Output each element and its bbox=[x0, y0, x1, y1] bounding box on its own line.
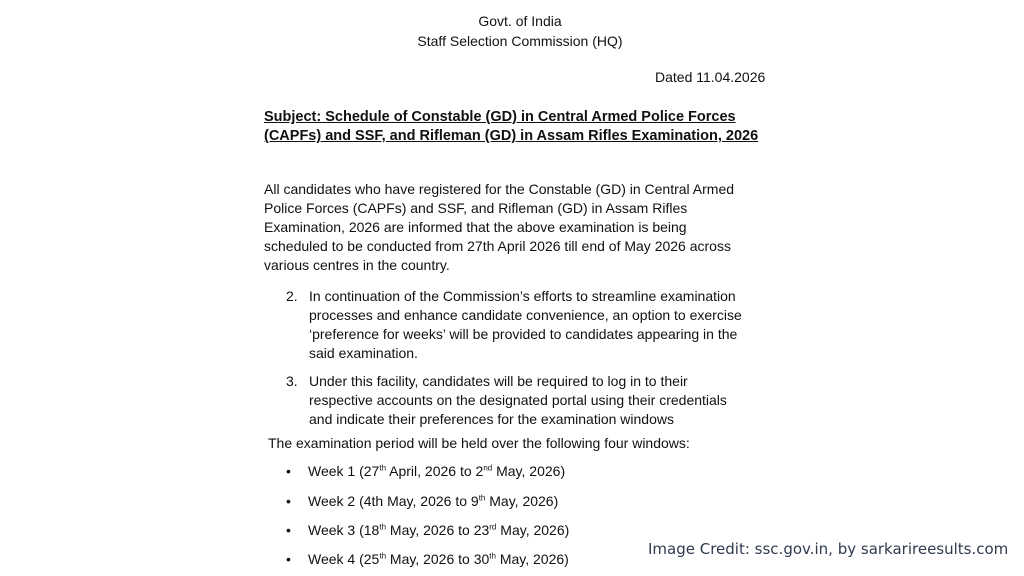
bullet-icon: • bbox=[286, 551, 291, 567]
image-credit: Image Credit: ssc.gov.in, by sarkarireesults.com bbox=[648, 540, 1009, 558]
paragraph-line: respective accounts on the designated portal using their credentials bbox=[309, 392, 727, 408]
point-3-text bbox=[309, 372, 727, 429]
windows-intro: The examination period will be held over the following four windows: bbox=[268, 435, 690, 451]
ordinal-suffix: th bbox=[379, 463, 387, 473]
point-2-text bbox=[309, 287, 742, 363]
paragraph-line: All candidates who have registered for the Constable (GD) in Central Armed bbox=[264, 181, 735, 197]
paragraph-line: various centres in the country. bbox=[264, 257, 450, 273]
week-4-item bbox=[286, 551, 569, 567]
ordinal-suffix: rd bbox=[489, 522, 497, 532]
week-text: May, 2026) bbox=[492, 463, 566, 479]
point-3-number: 3. bbox=[286, 373, 298, 389]
week-text: May, 2026) bbox=[495, 551, 569, 567]
ordinal-suffix: nd bbox=[483, 463, 493, 473]
week-text: May, 2026) bbox=[485, 493, 559, 509]
paragraph-line: Examination, 2026 are informed that the above examination is being bbox=[264, 219, 687, 235]
week-text: May, 2026 to 30 bbox=[386, 551, 490, 567]
subject-line: (CAPFs) and SSF, and Rifleman (GD) in Assam Rifles Examination, 2026 bbox=[264, 128, 759, 144]
paragraph-line: In continuation of the Commission’s efforts to streamline examination bbox=[309, 288, 736, 304]
bullet-icon: • bbox=[286, 463, 291, 479]
week-text: Week 4 (25 bbox=[308, 551, 380, 567]
paragraph-line: processes and enhance candidate convenience, an option to exercise bbox=[309, 307, 742, 323]
week-text: Week 2 (4th May, 2026 to 9 bbox=[308, 493, 479, 509]
paragraph-line: ‘preference for weeks’ will be provided to candidates appearing in the bbox=[309, 326, 738, 342]
paragraph-line: and indicate their preferences for the examination windows bbox=[309, 411, 674, 427]
bullet-icon: • bbox=[286, 522, 291, 538]
header-govt-line: Govt. of India bbox=[478, 13, 562, 29]
paragraph-line: scheduled to be conducted from 27th April 2026 till end of May 2026 across bbox=[264, 238, 731, 254]
ordinal-suffix: th bbox=[379, 522, 387, 532]
week-text: May, 2026) bbox=[496, 522, 570, 538]
dated-line: Dated 11.04.2026 bbox=[655, 69, 766, 85]
ordinal-suffix: th bbox=[478, 493, 486, 503]
week-text: Week 1 (27 bbox=[308, 463, 380, 479]
point-2-number: 2. bbox=[286, 288, 298, 304]
paragraph-line: Police Forces (CAPFs) and SSF, and Rifleman (GD) in Assam Rifles bbox=[264, 200, 688, 216]
paragraph-registered-candidates bbox=[264, 180, 734, 275]
bullet-icon: • bbox=[286, 493, 291, 509]
ordinal-suffix: th bbox=[379, 551, 387, 561]
paragraph-line: said examination. bbox=[309, 345, 418, 361]
subject-heading bbox=[264, 108, 758, 146]
ordinal-suffix: th bbox=[489, 551, 496, 561]
week-2-item bbox=[286, 493, 558, 509]
week-1-item bbox=[286, 463, 565, 479]
week-text: Week 3 (18 bbox=[308, 522, 380, 538]
week-3-item bbox=[286, 522, 569, 538]
paragraph-line: Under this facility, candidates will be required to log in to their bbox=[309, 373, 688, 389]
subject-line: Subject: Schedule of Constable (GD) in Central Armed Police Forces bbox=[264, 109, 736, 125]
week-text: April, 2026 to 2 bbox=[386, 463, 484, 479]
week-text: May, 2026 to 23 bbox=[386, 522, 490, 538]
header-commission-line: Staff Selection Commission (HQ) bbox=[417, 33, 623, 49]
